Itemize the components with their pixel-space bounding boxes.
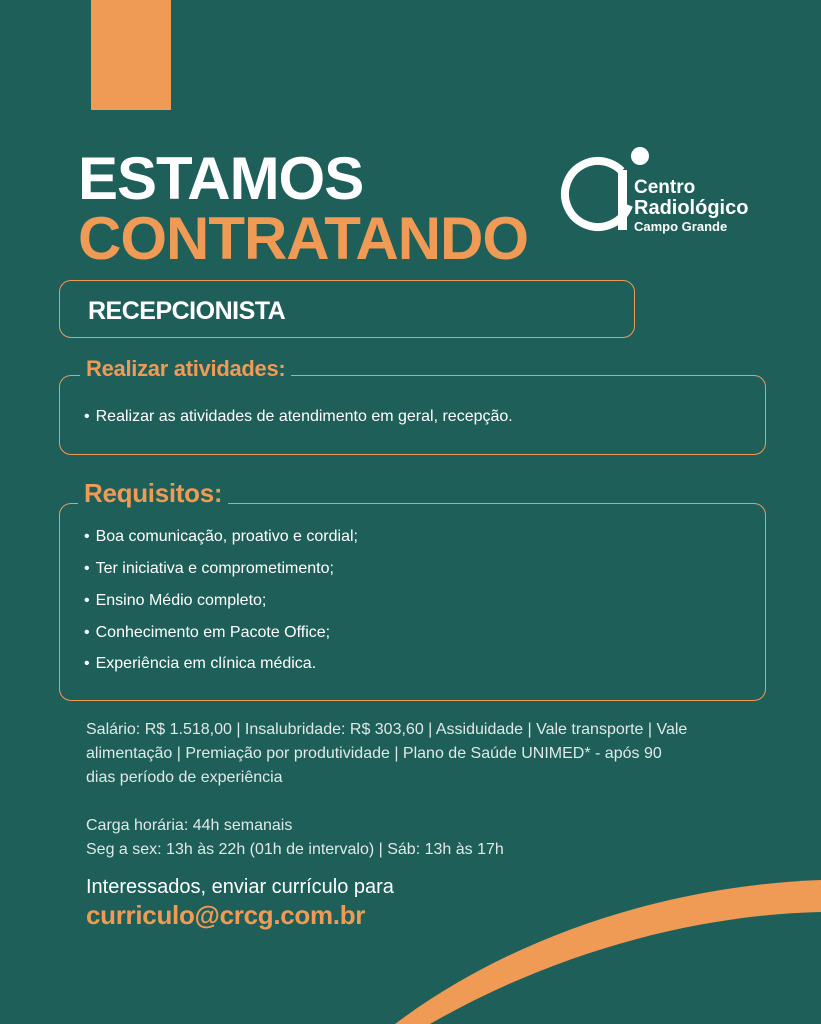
requirement-item: • Ter iniciativa e comprometimento; [84, 560, 334, 578]
requirements-title: Requisitos: [78, 475, 228, 511]
headline-line-1: ESTAMOS [78, 145, 364, 212]
requirement-item: • Boa comunicação, proativo e cordial; [84, 528, 358, 546]
schedule-line-2: Seg a sex: 13h às 22h (01h de intervalo) | Sáb: 13h às 17h [86, 841, 504, 858]
schedule-line-1: Carga horária: 44h semanais [86, 817, 293, 834]
contact-email[interactable]: curriculo@crcg.com.br [86, 900, 366, 930]
benefits-line-1: Salário: R$ 1.518,00 | Insalubridade: R$ 303,60 | Assiduidade | Vale transporte | Vale [86, 721, 688, 738]
logo-line-2: Radiológico [634, 197, 749, 219]
requirement-item: • Ensino Médio completo; [84, 592, 266, 610]
requirement-item: • Experiência em clínica médica. [84, 655, 316, 673]
headline-line-2: CONTRATANDO [78, 205, 529, 272]
benefits-line-2: alimentação | Premiação por produtividade | Plano de Saúde UNIMED* - após 90 [86, 745, 662, 762]
contact-text: Interessados, enviar currículo para [86, 876, 394, 898]
benefits-line-3: dias período de experiência [86, 769, 283, 786]
activity-item: • Realizar as atividades de atendimento em geral, recepção. [84, 408, 513, 426]
logo-line-1: Centro [634, 177, 696, 198]
job-title: RECEPCIONISTA [88, 297, 286, 325]
activities-title: Realizar atividades: [80, 354, 291, 384]
logo-line-3: Campo Grande [634, 219, 728, 234]
requirement-item: • Conhecimento em Pacote Office; [84, 624, 330, 642]
